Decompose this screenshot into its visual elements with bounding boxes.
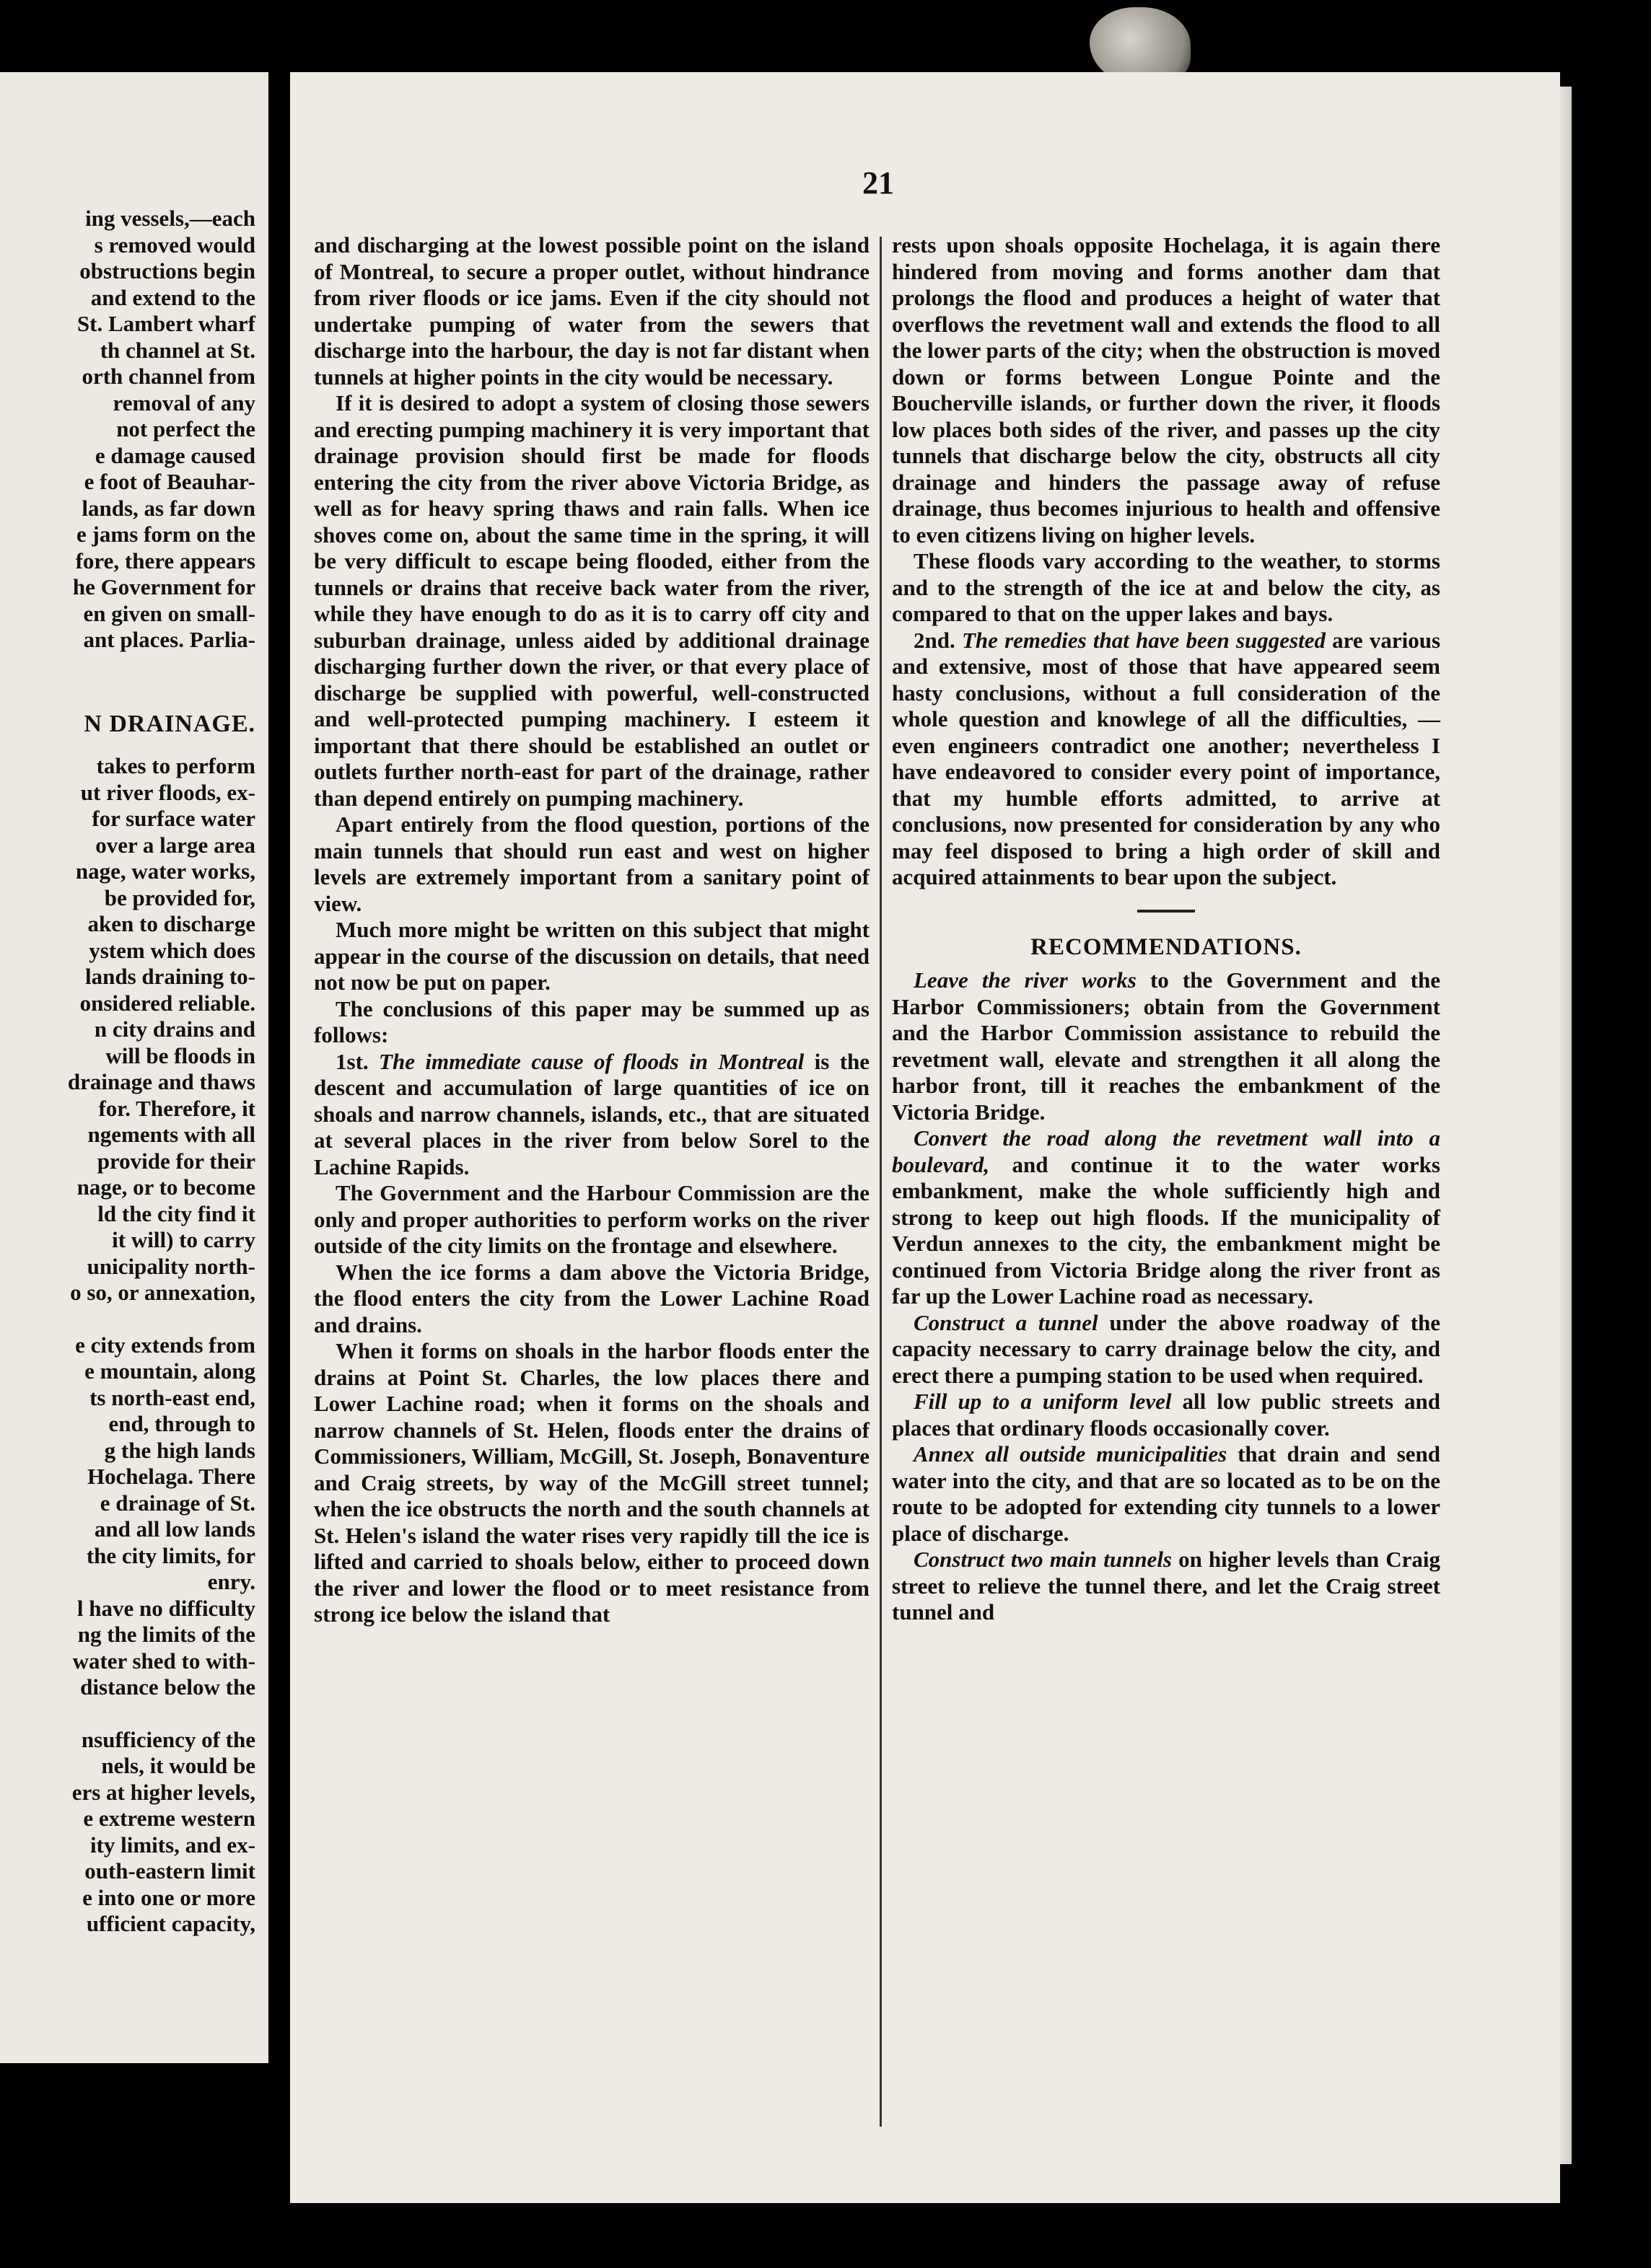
left-page-line: ers at higher levels, (71, 1779, 255, 1805)
left-page-line: lands, as far down (82, 495, 255, 521)
left-page-line: obstructions begin (79, 258, 255, 284)
left-page-top-lines (0, 206, 255, 654)
paragraph: The Government and the Harbour Commission are the only and proper authorities to perform works on the river outside of the city limits on the frontage and elsewhere. (314, 1180, 870, 1258)
left-page-line: fore, there appears (75, 548, 255, 573)
left-page-line: l have no difficulty (76, 1595, 255, 1621)
column-divider (880, 237, 882, 2127)
left-page-line: o so, or annexation, (70, 1280, 255, 1305)
left-page-line: e mountain, along (84, 1358, 255, 1384)
left-page-line: it will) to carry (112, 1227, 255, 1252)
paragraph: These floods vary according to the weather, to storms and to the strength of the ice at and below the city, as compared to that on the upper lakes and bays. (892, 548, 1440, 626)
paragraph: rests upon shoals opposite Hochelaga, it is again there hindered from moving and forms another dam that prolongs the flood and produces a height of water that overflows the revetment wall and extends the flood to all the lower parts of the city; when the obstruction is moved down or forms between Longue Pointe and the Boucherville islands, or further down the river, it floods low places both sides of the river, and passes up the city tunnels that discharge below the city, obstructs all city drainage and hinders the passage away of refuse drainage, thus becomes injurious to health and offensive to even citizens living on higher levels. (892, 232, 1440, 548)
left-page-line: e into one or more (82, 1884, 255, 1910)
left-page-line: ity limits, and ex- (89, 1832, 255, 1858)
text-column-right (892, 232, 1440, 1626)
text-column-left (314, 232, 870, 1628)
left-page-text (0, 206, 255, 1938)
left-page-line: n city drains and (94, 1016, 255, 1042)
left-page-line: e drainage of St. (100, 1490, 255, 1516)
recommendation: Fill up to a uniform level all low public streets and places that ordinary floods occasionally cover. (892, 1389, 1441, 1441)
left-page-line: ant places. Parlia- (83, 627, 255, 652)
left-page-line: not perfect the (116, 416, 255, 441)
left-page-line: provide for their (97, 1148, 255, 1174)
left-page-mid-lines (0, 753, 255, 1306)
conclusion-1: 1st. The immediate cause of floods in Montreal is the descent and accumulation of large quantities of ice on shoals and narrow channels, islands, etc., that are situated at several places in the river from below Sorel to the Lachine Rapids. (314, 1048, 870, 1179)
left-page-line: water shed to with- (72, 1648, 255, 1674)
left-page-line: outh-eastern limit (84, 1858, 255, 1884)
paragraph: The conclusions of this paper may be summed up as follows: (314, 995, 870, 1047)
left-page-line: end, through to (108, 1411, 255, 1436)
left-page-bottom-lines (0, 1332, 255, 1701)
left-page-line: enry. (207, 1569, 255, 1594)
left-page-line: e jams form on the (76, 522, 255, 547)
section-heading: RECOMMENDATIONS. (1030, 933, 1302, 960)
paragraph: Much more might be written on this subject that might appear in the course of the discussion on details, that need not now be put on paper. (314, 917, 870, 995)
left-page-line: ystem which does (89, 937, 255, 963)
left-page-line: ng the limits of the (77, 1622, 255, 1647)
left-page-line: e extreme western (83, 1806, 255, 1831)
left-page-line: ufficient capacity, (86, 1911, 255, 1936)
recommendation: Construct a tunnel under the above roadway of the capacity necessary to carry drainage below the city, and erect there a pumping station to be used when required. (892, 1309, 1441, 1388)
left-page-line: St. Lambert wharf (76, 311, 255, 336)
left-page-line: onsidered reliable. (79, 990, 255, 1016)
left-page-line: aken to discharge (87, 911, 255, 936)
left-page-heading: N DRAINAGE. (84, 710, 255, 737)
left-page-line: nage, water works, (75, 858, 255, 884)
left-page-line: distance below the (80, 1674, 255, 1700)
left-page-line: removal of any (113, 390, 255, 416)
left-page-line: Hochelaga. There (87, 1464, 255, 1489)
left-page-line: be provided for, (104, 884, 255, 910)
left-page-line: nsufficiency of the (81, 1726, 255, 1752)
left-page-line: for surface water (92, 806, 255, 831)
paragraph: and discharging at the lowest possible point on the island of Montreal, to secure a proper outlet, without hindrance from river floods or ice jams. Even if the city should not undertake pumping of water from the sewers that discharge into the harbour, the day is not far distant when tunnels at higher points in the city would be necessary. (314, 232, 870, 390)
paragraph: When the ice forms a dam above the Victoria Bridge, the flood enters the city from the Lower Lachine Road and drains. (314, 1259, 870, 1337)
left-page-line: nels, it would be (101, 1753, 255, 1778)
left-page-line: g the high lands (104, 1437, 255, 1463)
left-page-line: ngements with all (87, 1122, 255, 1147)
left-page-line: ing vessels,—each (85, 206, 255, 231)
left-page-line: ut river floods, ex- (80, 779, 255, 805)
page-number: 21 (862, 165, 894, 201)
conclusion-2: 2nd. The remedies that have been suggested are various and extensive, most of those that have appeared seem hasty conclusions, without a full consideration of the whole question and knowlege of all the difficulties, —even engineers contradict one another; nevertheless I have endeavored to consider every point of importance, that my humble efforts admitted, to arrive at conclusions, now presented for consideration by any who may feel disposed to bring a high order of skill and acquired attainments to bear upon the subject. (892, 627, 1441, 889)
left-page-line: he Government for (72, 574, 255, 599)
left-page-line: th channel at St. (100, 337, 255, 363)
left-page-line: ts north-east end, (89, 1384, 255, 1410)
left-page-line: and extend to the (90, 284, 255, 310)
left-page-end-lines (0, 1727, 255, 1938)
left-page-line: lands draining to- (84, 964, 255, 989)
left-page-line: the city limits, for (86, 1542, 255, 1568)
left-page-line: and all low lands (94, 1516, 255, 1542)
recommendation: Construct two main tunnels on higher levels than Craig street to relieve the tunnel there, and let the Craig street tunnel and (892, 1547, 1441, 1625)
paragraph: Apart entirely from the flood question, portions of the main tunnels that should run east and west on higher levels are extremely important from a sanitary point of view. (314, 812, 870, 916)
left-page-line: en given on small- (83, 600, 255, 626)
left-page-fragment (0, 72, 268, 2063)
left-page-line: nage, or to become (76, 1174, 255, 1200)
left-page-line: drainage and thaws (67, 1069, 255, 1094)
left-page-line: ld the city find it (97, 1200, 255, 1226)
left-page-line: takes to perform (96, 753, 255, 778)
paragraph: If it is desired to adopt a system of closing those sewers and erecting pumping machinery it is very important that drainage provision should first be made for floods entering the city from the river above Victoria Bridge, as well as for heavy spring thaws and rain falls. When ice shoves come on, about the same time in the spring, it will be very difficult to escape being flooded, either from the tunnels or drains that receive back water from the river, while they have enough to do as it is to carry off city and suburban drainage, unless aided by additional drainage discharging further down the river, or that every place of discharge be supplied with powerful, well-constructed and well-protected pumping machinery. I esteem it important that there should be established an outlet or outlets further north-east for part of the drainage, rather than depend entirely on pumping machinery. (314, 390, 870, 811)
left-page-line: over a large area (95, 832, 255, 858)
left-page-line: unicipality north- (87, 1253, 255, 1279)
section-rule (1137, 910, 1195, 913)
paragraph: When it forms on shoals in the harbor floods enter the drains at Point St. Charles, the low places there and Lower Lachine road; when it forms on the shoals and narrow channels of St. Helen, floods enter the drains of Commissioners, William, McGill, St. Joseph, Bonaventure and Craig streets, by way of the McGill street tunnel; when the ice obstructs the north and the south channels at St. Helen's island the water rises very rapidly till the ice is lifted and carried to shoals below, either to proceed down the river and lower the flood or to meet resistance from strong ice below the island that (314, 1338, 870, 1627)
recommendation: Convert the road along the revetment wall into a boulevard, and continue it to the water works embankment, make the whole sufficiently high and strong to keep out high floods. If the municipality of Verdun annexes to the city, the embankment might be continued from Victoria Bridge along the river front as far up the Lower Lachine road as necessary. (892, 1125, 1440, 1309)
left-page-line: will be floods in (105, 1042, 255, 1068)
left-page-line: e damage caused (95, 442, 255, 468)
left-page-line: for. Therefore, it (98, 1095, 255, 1121)
left-page-line: e foot of Beauhar- (84, 469, 255, 494)
left-page-line: orth channel from (82, 364, 255, 389)
recommendation: Leave the river works to the Government and the Harbor Commissioners; obtain from the Government and the Harbor Commission assistance to rebuild the revetment wall, elevate and strengthen it all along the harbor front, till it reaches the embankment of the Victoria Bridge. (892, 967, 1440, 1125)
left-page-line: e city extends from (75, 1332, 255, 1358)
left-page-line: s removed would (94, 232, 255, 258)
recommendation: Annex all outside municipalities that drain and send water into the city, and that are so located as to be on the route to be adopted for extending city tunnels to a lower place of discharge. (892, 1441, 1440, 1546)
